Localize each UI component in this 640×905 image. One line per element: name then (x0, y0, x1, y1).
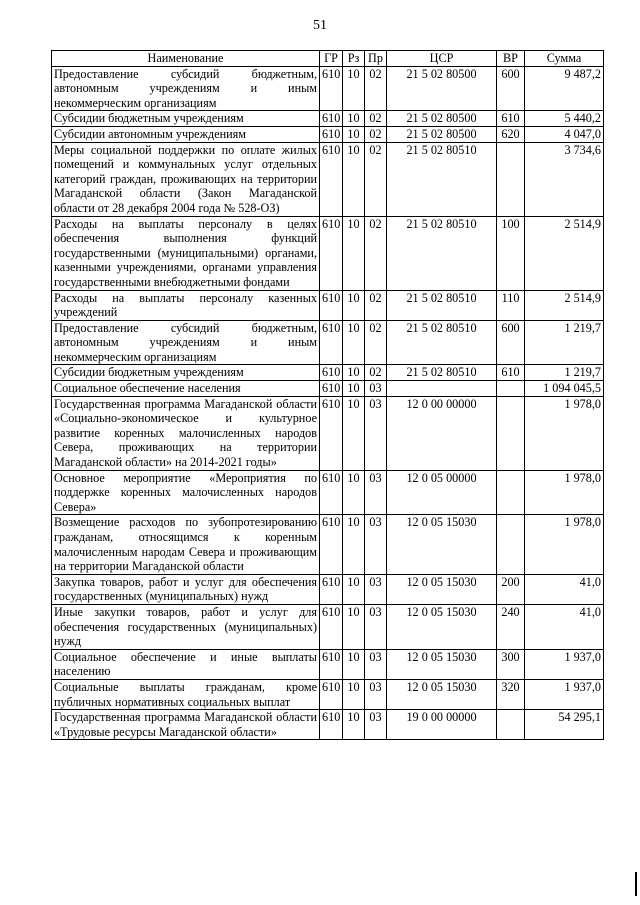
row-sum: 1 978,0 (525, 470, 604, 515)
row-gr: 610 (320, 365, 343, 381)
row-vr (497, 381, 525, 397)
row-sum: 2 514,9 (525, 216, 604, 290)
row-sum: 41,0 (525, 574, 604, 604)
row-rz: 10 (343, 470, 365, 515)
row-vr (497, 142, 525, 216)
table-header-row (52, 51, 604, 67)
row-name: Основное мероприятие «Мероприятия по поддержке коренных малочисленных народов Севера» (52, 470, 320, 515)
table-row (52, 381, 604, 397)
header-name: Наименование (52, 51, 320, 67)
row-csr: 19 0 00 00000 (387, 710, 497, 740)
row-pr: 03 (365, 679, 387, 709)
header-gr: ГР (320, 51, 343, 67)
row-pr: 03 (365, 649, 387, 679)
row-rz: 10 (343, 574, 365, 604)
row-rz: 10 (343, 396, 365, 470)
row-vr: 240 (497, 604, 525, 649)
table-row (52, 649, 604, 679)
row-sum: 9 487,2 (525, 66, 604, 111)
row-gr: 610 (320, 515, 343, 574)
header-vr: ВР (497, 51, 525, 67)
table-row (52, 396, 604, 470)
header-sum: Сумма (525, 51, 604, 67)
row-vr (497, 470, 525, 515)
row-rz: 10 (343, 320, 365, 365)
row-csr: 21 5 02 80510 (387, 365, 497, 381)
row-rz: 10 (343, 216, 365, 290)
row-vr (497, 710, 525, 740)
header-rz: Рз (343, 51, 365, 67)
row-pr: 02 (365, 365, 387, 381)
row-rz: 10 (343, 649, 365, 679)
row-gr: 610 (320, 604, 343, 649)
row-csr: 21 5 02 80500 (387, 111, 497, 127)
row-gr: 610 (320, 111, 343, 127)
table-row (52, 515, 604, 574)
row-gr: 610 (320, 142, 343, 216)
row-sum: 1 978,0 (525, 515, 604, 574)
row-sum: 54 295,1 (525, 710, 604, 740)
row-pr: 03 (365, 515, 387, 574)
row-sum: 1 937,0 (525, 649, 604, 679)
row-name: Государственная программа Магаданской области «Трудовые ресурсы Магаданской области» (52, 710, 320, 740)
row-gr: 610 (320, 649, 343, 679)
row-csr: 12 0 05 15030 (387, 679, 497, 709)
row-pr: 03 (365, 574, 387, 604)
scan-edge-mark (635, 872, 637, 896)
row-pr: 02 (365, 126, 387, 142)
row-name: Предоставление субсидий бюджетным, автономным учреждениям и иным некоммерческим организациям (52, 66, 320, 111)
row-csr: 12 0 05 15030 (387, 649, 497, 679)
row-vr: 200 (497, 574, 525, 604)
row-rz: 10 (343, 365, 365, 381)
row-csr: 21 5 02 80500 (387, 126, 497, 142)
row-rz: 10 (343, 515, 365, 574)
row-rz: 10 (343, 126, 365, 142)
row-vr: 320 (497, 679, 525, 709)
row-name: Расходы на выплаты персоналу в целях обеспечения выполнения функций государственными (муниципальными) органами, казенными учреждениями, органами управления государственными внебюджетными фондами (52, 216, 320, 290)
row-sum: 1 219,7 (525, 320, 604, 365)
row-csr: 12 0 05 15030 (387, 604, 497, 649)
row-sum: 1 937,0 (525, 679, 604, 709)
row-sum: 1 094 045,5 (525, 381, 604, 397)
row-name: Социальные выплаты гражданам, кроме публичных нормативных социальных выплат (52, 679, 320, 709)
row-vr: 620 (497, 126, 525, 142)
row-sum: 1 219,7 (525, 365, 604, 381)
row-rz: 10 (343, 381, 365, 397)
row-gr: 610 (320, 710, 343, 740)
row-pr: 02 (365, 290, 387, 320)
table-row (52, 365, 604, 381)
row-name: Меры социальной поддержки по оплате жилых помещений и коммунальных услуг отдельных категорий граждан, проживающих на территории Магаданской области (Закон Магаданской области от 28 декабря 2004 года № 528-ОЗ) (52, 142, 320, 216)
row-csr: 21 5 02 80510 (387, 320, 497, 365)
row-gr: 610 (320, 470, 343, 515)
row-rz: 10 (343, 111, 365, 127)
header-csr: ЦСР (387, 51, 497, 67)
row-pr: 03 (365, 396, 387, 470)
row-csr (387, 381, 497, 397)
row-vr: 600 (497, 66, 525, 111)
row-name: Закупка товаров, работ и услуг для обеспечения государственных (муниципальных) нужд (52, 574, 320, 604)
table-row (52, 710, 604, 740)
row-csr: 12 0 05 15030 (387, 574, 497, 604)
row-rz: 10 (343, 142, 365, 216)
row-sum: 5 440,2 (525, 111, 604, 127)
row-name: Предоставление субсидий бюджетным, автономным учреждениям и иным некоммерческим организациям (52, 320, 320, 365)
row-csr: 21 5 02 80510 (387, 290, 497, 320)
row-gr: 610 (320, 396, 343, 470)
row-vr: 110 (497, 290, 525, 320)
row-gr: 610 (320, 290, 343, 320)
row-gr: 610 (320, 216, 343, 290)
budget-table (51, 50, 604, 740)
row-name: Расходы на выплаты персоналу казенных учреждений (52, 290, 320, 320)
row-pr: 03 (365, 470, 387, 515)
table-row (52, 470, 604, 515)
row-name: Возмещение расходов по зубопротезированию гражданам, относящимся к коренным малочисленным народам Севера и проживающим на территории Магаданской области (52, 515, 320, 574)
row-pr: 03 (365, 381, 387, 397)
row-rz: 10 (343, 290, 365, 320)
row-vr: 100 (497, 216, 525, 290)
table-row (52, 216, 604, 290)
row-name: Иные закупки товаров, работ и услуг для обеспечения государственных (муниципальных) нужд (52, 604, 320, 649)
row-gr: 610 (320, 320, 343, 365)
table-row (52, 66, 604, 111)
row-csr: 21 5 02 80510 (387, 216, 497, 290)
page-number: 51 (313, 18, 327, 33)
row-sum: 2 514,9 (525, 290, 604, 320)
table-row (52, 142, 604, 216)
row-name: Субсидии бюджетным учреждениям (52, 365, 320, 381)
table-row (52, 290, 604, 320)
row-vr: 300 (497, 649, 525, 679)
row-csr: 12 0 05 15030 (387, 515, 497, 574)
row-vr: 610 (497, 111, 525, 127)
row-name: Субсидии бюджетным учреждениям (52, 111, 320, 127)
row-vr (497, 396, 525, 470)
row-rz: 10 (343, 679, 365, 709)
row-gr: 610 (320, 381, 343, 397)
row-pr: 02 (365, 320, 387, 365)
header-pr: Пр (365, 51, 387, 67)
row-pr: 03 (365, 710, 387, 740)
row-pr: 02 (365, 66, 387, 111)
row-sum: 41,0 (525, 604, 604, 649)
row-pr: 03 (365, 604, 387, 649)
row-gr: 610 (320, 574, 343, 604)
row-csr: 12 0 05 00000 (387, 470, 497, 515)
row-csr: 21 5 02 80500 (387, 66, 497, 111)
row-vr: 610 (497, 365, 525, 381)
row-rz: 10 (343, 66, 365, 111)
row-rz: 10 (343, 710, 365, 740)
row-csr: 21 5 02 80510 (387, 142, 497, 216)
row-gr: 610 (320, 126, 343, 142)
row-vr (497, 515, 525, 574)
table-row (52, 111, 604, 127)
table-row (52, 679, 604, 709)
row-pr: 02 (365, 216, 387, 290)
row-name: Субсидии автономным учреждениям (52, 126, 320, 142)
row-vr: 600 (497, 320, 525, 365)
row-csr: 12 0 00 00000 (387, 396, 497, 470)
row-gr: 610 (320, 66, 343, 111)
row-sum: 4 047,0 (525, 126, 604, 142)
row-name: Социальное обеспечение и иные выплаты населению (52, 649, 320, 679)
row-name: Государственная программа Магаданской области «Социально-экономическое и культурное развитие коренных малочисленных народов Севера, проживающих на территории Магаданской области» на 2014-2021 годы» (52, 396, 320, 470)
table-row (52, 126, 604, 142)
table-row (52, 320, 604, 365)
table-row (52, 574, 604, 604)
row-sum: 3 734,6 (525, 142, 604, 216)
table-row (52, 604, 604, 649)
row-gr: 610 (320, 679, 343, 709)
row-sum: 1 978,0 (525, 396, 604, 470)
row-rz: 10 (343, 604, 365, 649)
row-pr: 02 (365, 142, 387, 216)
row-name: Социальное обеспечение населения (52, 381, 320, 397)
row-pr: 02 (365, 111, 387, 127)
